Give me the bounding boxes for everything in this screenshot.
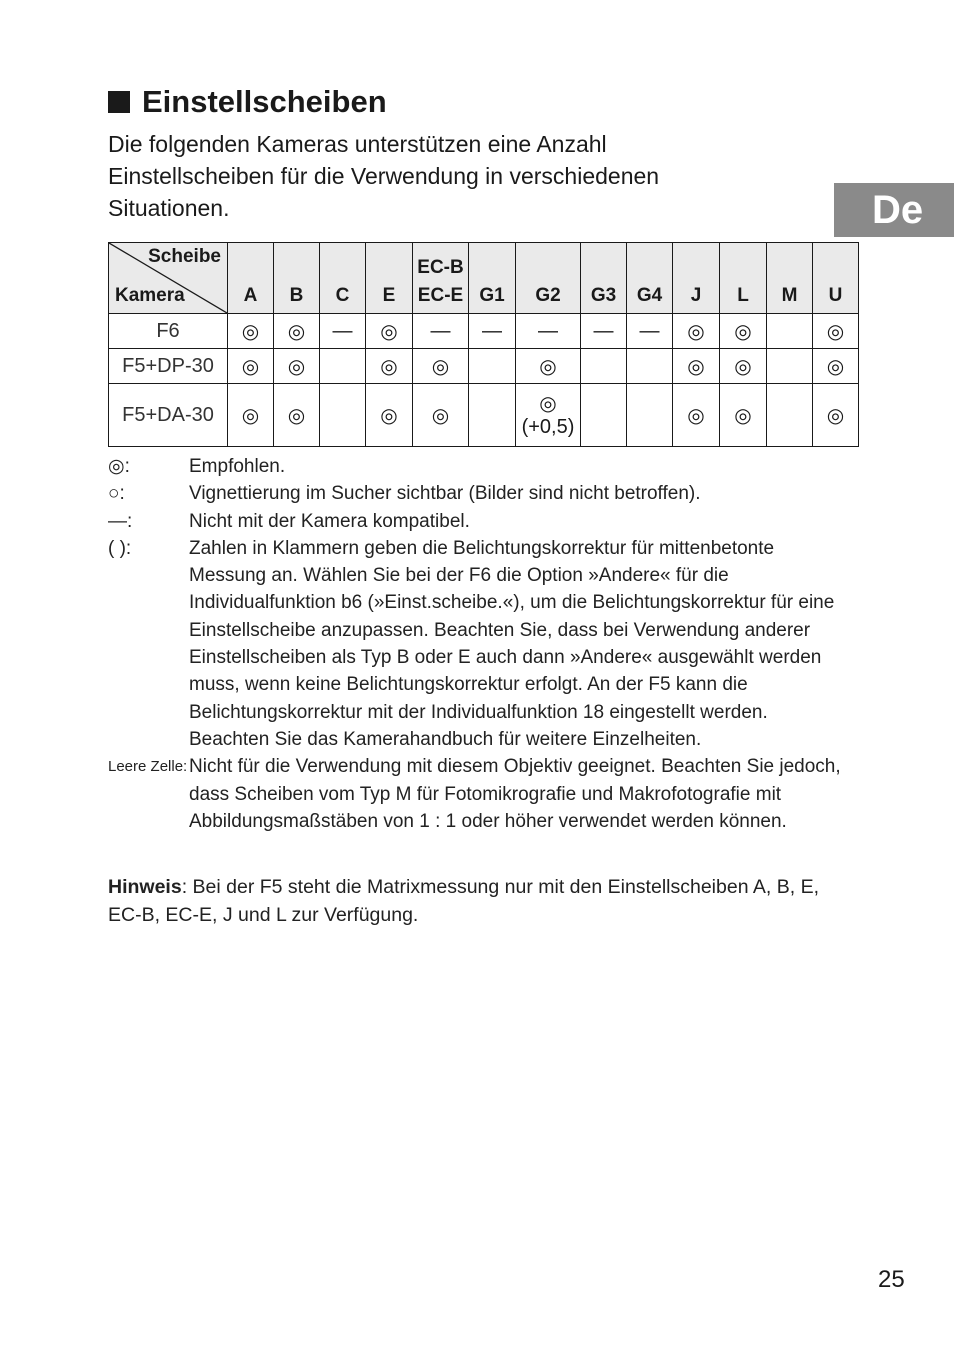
compat-cell <box>320 384 366 447</box>
column-header-label: U <box>828 285 843 306</box>
column-header <box>320 243 366 314</box>
compat-cell: ◎ <box>720 314 767 349</box>
legend-key: ○: <box>108 483 125 505</box>
column-header <box>581 243 627 314</box>
compat-cell: ◎ <box>673 349 720 384</box>
compat-cell <box>627 349 673 384</box>
column-header <box>516 243 581 314</box>
column-header <box>469 243 516 314</box>
compat-cell <box>767 349 813 384</box>
compat-cell: ◎ <box>673 384 720 447</box>
compat-cell: ◎ <box>274 349 320 384</box>
compat-cell: ◎ (+0,5) <box>516 384 581 447</box>
column-header <box>228 243 274 314</box>
compat-cell: — <box>627 314 673 349</box>
column-header-label: EC-B <box>417 257 464 278</box>
compat-cell: ◎ <box>413 384 469 447</box>
compat-cell <box>767 314 813 349</box>
column-header-label: G2 <box>535 285 561 306</box>
corner-header <box>109 243 228 314</box>
column-header-label: E <box>382 285 396 306</box>
compat-cell: ◎ <box>228 349 274 384</box>
corner-bottom-label: Kamera <box>115 285 185 306</box>
table-row <box>109 349 859 384</box>
legend-key: Leere Zelle: <box>108 758 188 776</box>
compat-cell: ◎ <box>720 349 767 384</box>
legend-text: Nicht mit der Kamera kompatibel. <box>189 510 470 532</box>
compat-cell <box>469 349 516 384</box>
column-header <box>413 243 469 314</box>
column-header <box>813 243 859 314</box>
compat-cell: — <box>516 314 581 349</box>
column-header <box>366 243 413 314</box>
corner-top-label: Scheibe <box>148 246 221 267</box>
compat-cell <box>581 384 627 447</box>
section-title <box>108 84 387 120</box>
camera-cell: F6 <box>109 314 228 349</box>
compat-cell <box>627 384 673 447</box>
column-header-label: M <box>781 285 798 306</box>
column-header-label: J <box>690 285 702 306</box>
legend-item <box>108 453 848 480</box>
compat-cell: ◎ <box>366 384 413 447</box>
language-tab: De <box>834 183 954 237</box>
camera-cell: F5+DP-30 <box>109 349 228 384</box>
legend-key: —: <box>108 510 133 532</box>
note-label: Hinweis <box>108 876 182 898</box>
compat-cell <box>767 384 813 447</box>
compat-cell: ◎ <box>720 384 767 447</box>
note-text: : Bei der F5 steht die Matrixmessung nur mit den Einstellscheiben A, B, E, EC-B, EC-E, J und L zur Verfügung. <box>108 876 819 926</box>
compat-cell <box>581 349 627 384</box>
compat-cell: — <box>469 314 516 349</box>
column-header-label: G4 <box>636 285 663 306</box>
column-header-label: C <box>335 285 350 306</box>
compat-cell: ◎ <box>516 349 581 384</box>
compat-cell: — <box>320 314 366 349</box>
compat-cell: ◎ <box>413 349 469 384</box>
column-header-label: A <box>243 285 258 306</box>
square-bullet-icon <box>108 91 130 113</box>
column-header-label: G3 <box>590 285 617 306</box>
compat-cell: ◎ <box>274 384 320 447</box>
legend-item <box>108 535 848 753</box>
column-header <box>274 243 320 314</box>
compat-cell: ◎ <box>673 314 720 349</box>
focusing-screen-table <box>108 242 859 447</box>
legend-item <box>108 480 848 507</box>
column-header <box>767 243 813 314</box>
compat-cell: ◎ <box>274 314 320 349</box>
compat-cell <box>469 384 516 447</box>
compat-cell: ◎ <box>813 349 859 384</box>
legend-text: Empfohlen. <box>189 456 286 477</box>
compat-cell: ◎ <box>228 314 274 349</box>
title-text: Einstellscheiben <box>142 84 387 119</box>
compat-cell: — <box>581 314 627 349</box>
column-header <box>673 243 720 314</box>
compat-cell: ◎ <box>366 314 413 349</box>
legend-item <box>108 753 848 835</box>
compat-cell: ◎ <box>813 384 859 447</box>
column-header <box>627 243 673 314</box>
table-row <box>109 314 859 349</box>
legend-text: Nicht für die Verwendung mit diesem Objektiv geeignet. Beachten Sie jedoch, dass Scheiben vom Typ M für Fotomikrografie und Makrofotografie mit Abbildungsmaßstäben von 1 : 1 oder höher verwendet werden können. <box>189 756 841 832</box>
compat-cell: — <box>413 314 469 349</box>
compat-cell: ◎ <box>813 314 859 349</box>
table-row <box>109 384 859 447</box>
column-header-label: B <box>289 285 304 306</box>
note <box>108 873 848 929</box>
compat-cell: ◎ <box>366 349 413 384</box>
legend-key: ( ): <box>108 537 132 559</box>
column-header <box>720 243 767 314</box>
column-header-label: L <box>737 285 749 306</box>
legend-text: Vignettierung im Sucher sichtbar (Bilder sind nicht betroffen). <box>189 483 701 505</box>
legend-key: ◎: <box>108 456 130 477</box>
column-header-label: EC-E <box>417 285 464 306</box>
legend-text: Zahlen in Klammern geben die Belichtungskorrektur für mittenbetonte Messung an. Wählen Sie bei der F6 die Option »Andere« für die Individualfunktion b6 (»Einst.scheibe.«), um die Belichtungskorrektur für eine Einstellscheibe anzupassen. Beachten Sie, dass bei Verwendung anderer Einstellscheiben als Typ B oder E auch dann »Andere« ausgewählt werden muss, wenn keine Belichtungskorrektur erfolgt. An der F5 kann die Belichtungskorrektur mit der Individualfunktion 18 eingestellt werden. Beachten Sie das Kamerahandbuch für weitere Einzelheiten. <box>189 537 835 750</box>
column-header-label: G1 <box>479 285 505 306</box>
intro-paragraph: Die folgenden Kameras unterstützen eine Anzahl Einstellscheiben für die Verwendung in verschiedenen Situationen. <box>108 131 660 221</box>
legend <box>108 453 848 835</box>
table-header-row <box>109 243 859 314</box>
legend-item <box>108 508 848 535</box>
camera-cell: F5+DA-30 <box>109 384 228 447</box>
page-number: 25 <box>878 1266 905 1293</box>
compat-cell: ◎ <box>228 384 274 447</box>
compat-cell <box>320 349 366 384</box>
